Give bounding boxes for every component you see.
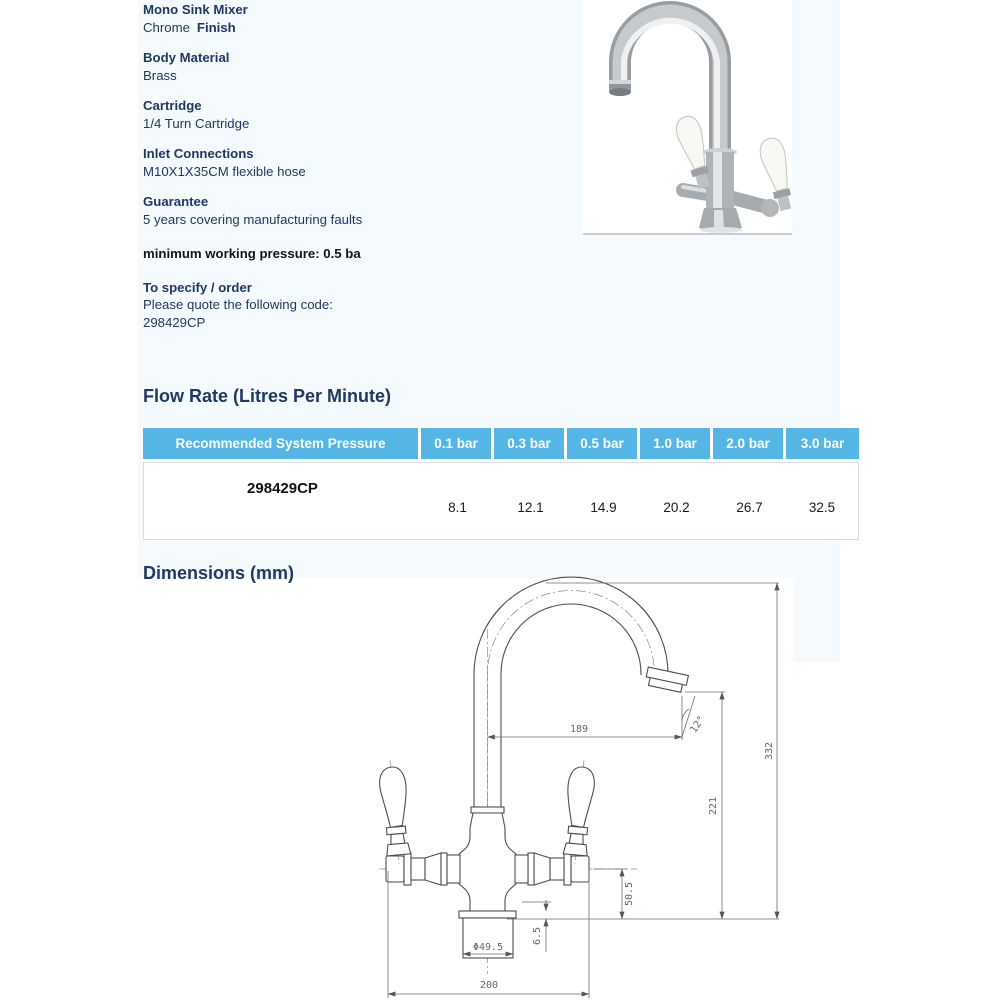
column-header-pressure: Recommended System Pressure xyxy=(143,428,421,462)
finish-line xyxy=(143,19,503,37)
flow-value-0.1bar: 8.1 xyxy=(421,462,494,540)
spec-item-value: 1/4 Turn Cartridge xyxy=(143,115,250,131)
spec-item-label: Body Material xyxy=(143,50,230,65)
order-heading: To specify / order xyxy=(143,279,252,295)
spec-item-label: Guarantee xyxy=(143,194,209,209)
spec-item-label: Inlet Connections xyxy=(143,146,254,161)
flow-value-1.0bar: 20.2 xyxy=(640,462,713,540)
body-outline xyxy=(459,813,516,911)
column-header-0.1bar: 0.1 bar xyxy=(421,428,494,462)
dimension-body-height xyxy=(593,869,635,919)
finish-value: Chrome xyxy=(143,19,190,35)
dimension-base-height xyxy=(522,900,551,952)
spec-item-value: M10X1X35CM flexible hose xyxy=(143,163,306,179)
order-code: 298429CP xyxy=(143,314,206,330)
spec-item-inlet-connections xyxy=(143,145,503,180)
flow-rate-table xyxy=(143,428,859,540)
right-lever xyxy=(561,759,596,865)
flow-value-3.0bar: 32.5 xyxy=(786,462,859,540)
riser-collar xyxy=(471,807,504,813)
flow-rate-heading: Flow Rate (Litres Per Minute) xyxy=(143,386,392,406)
left-lever xyxy=(379,759,413,865)
dimensions-heading: Dimensions (mm) xyxy=(143,563,295,583)
spec-item-value: 5 years covering manufacturing faults xyxy=(143,211,363,227)
left-arm xyxy=(386,853,460,885)
spec-item-cartridge xyxy=(143,97,503,132)
flow-rate-table-header xyxy=(143,428,859,462)
row-product-code: 298429CP xyxy=(143,462,421,540)
product-photo xyxy=(583,0,792,235)
spec-item-guarantee xyxy=(143,193,503,228)
finish-label: Finish xyxy=(196,19,236,35)
order-instruction: Please quote the following code: xyxy=(143,297,333,312)
right-arm xyxy=(515,853,589,885)
dimension-spout-reach xyxy=(488,696,683,740)
flow-value-2.0bar: 26.7 xyxy=(713,462,786,540)
title-paragraph xyxy=(143,1,503,36)
spec-item-label: Cartridge xyxy=(143,98,202,113)
svg-text:332: 332 xyxy=(764,741,775,761)
spout-end xyxy=(645,667,689,693)
spec-item-value: Brass xyxy=(143,67,177,83)
svg-text:221: 221 xyxy=(708,796,719,816)
spec-item-body-material xyxy=(143,49,503,84)
column-header-2.0bar: 2.0 bar xyxy=(713,428,786,462)
column-header-0.3bar: 0.3 bar xyxy=(494,428,567,462)
spec-text-block xyxy=(143,1,503,344)
svg-text:189: 189 xyxy=(569,724,589,735)
table-row xyxy=(143,462,859,540)
technical-drawing xyxy=(379,574,794,1000)
dimension-spout-angle xyxy=(682,696,708,737)
spec-panel-background-notch xyxy=(793,578,840,662)
column-header-3.0bar: 3.0 bar xyxy=(786,428,859,462)
pressure-note: minimum working pressure: 0.5 ba xyxy=(143,246,361,261)
svg-text:50.5: 50.5 xyxy=(624,881,635,907)
faucet-photo-illustration xyxy=(583,0,792,233)
svg-text:12°: 12° xyxy=(688,714,708,736)
flow-value-0.5bar: 14.9 xyxy=(567,462,640,540)
product-title: Mono Sink Mixer xyxy=(143,2,248,17)
svg-text:6.5: 6.5 xyxy=(532,926,543,946)
svg-text:200: 200 xyxy=(479,980,499,991)
column-header-0.5bar: 0.5 bar xyxy=(567,428,640,462)
svg-text:Φ49.5: Φ49.5 xyxy=(472,942,504,953)
column-header-1.0bar: 1.0 bar xyxy=(640,428,713,462)
flow-value-0.3bar: 12.1 xyxy=(494,462,567,540)
order-paragraph xyxy=(143,279,503,332)
base-plate xyxy=(459,911,516,918)
